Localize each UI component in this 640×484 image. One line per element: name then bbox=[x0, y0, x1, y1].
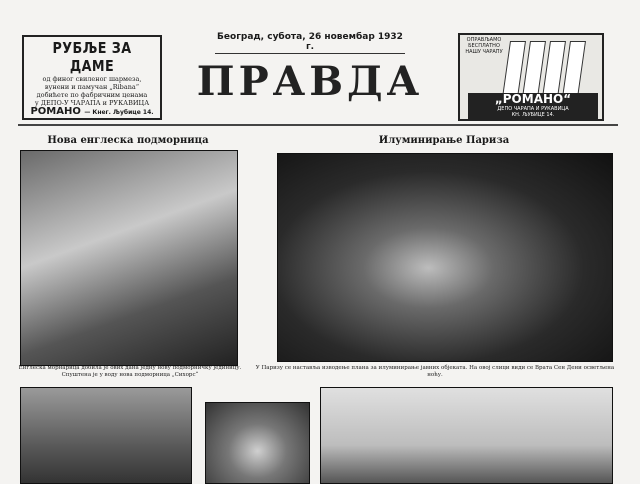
ad-slogan: ОПРАВЉАМО БЕСПЛАТНО НАШУ ЧАРАПУ bbox=[465, 37, 503, 55]
ad-line: ДЕПО ЧАРАПА И РУКАВИЦА bbox=[497, 106, 569, 112]
ad-brand: „РОМАНО“ bbox=[494, 92, 572, 106]
ad-headline: РУБЉЕ ЗА ДАМЕ bbox=[52, 39, 132, 75]
photo-caption: У Паризу се наставља изводење плана за илуминирање јавних објеката. На овој слици види се Врата Сен Дени осветљена ноћу. bbox=[255, 365, 615, 378]
paris-illumination-photo bbox=[277, 153, 613, 362]
ad-line: вунени и памучан „Ribana“ bbox=[44, 83, 140, 91]
ad-address: — Кнег. Љубице 14. bbox=[84, 109, 154, 116]
ad-line: добићете по фабричним ценама bbox=[36, 91, 148, 99]
ad-brand-line bbox=[24, 108, 160, 117]
submarine-photo bbox=[20, 150, 238, 366]
street-scene-photo bbox=[320, 387, 613, 484]
group-portrait-photo bbox=[20, 387, 192, 484]
ad-line: од финог свиленог шармеза, bbox=[42, 75, 142, 83]
portrait-photo bbox=[205, 402, 310, 484]
stocking-figure-illustration bbox=[562, 41, 586, 98]
newspaper-title: ПРАВДА bbox=[196, 58, 424, 105]
ad-line: у ДЕПО-У ЧАРАПА и РУКАВИЦА bbox=[34, 99, 150, 107]
article-heading: Нова енглеска подморница bbox=[47, 135, 209, 146]
issue-date: Београд, субота, 26 новембар 1932 г. bbox=[215, 32, 405, 54]
photo-caption: Енглеска морнарица добила је ових дана једну нову подморничку јединицу. Спуштена је у воду нова подморница „Сихорс“ bbox=[18, 365, 242, 378]
article-heading: Илуминирање Париза bbox=[378, 135, 510, 146]
ad-romano-stockings bbox=[458, 33, 604, 121]
ad-address: КН. ЉУБИЦЕ 14. bbox=[511, 112, 555, 118]
ad-brand-bar bbox=[468, 93, 598, 119]
masthead-divider bbox=[18, 124, 618, 126]
ad-romano-lingerie bbox=[22, 35, 162, 120]
ad-brand: РОМАНО bbox=[30, 106, 81, 117]
